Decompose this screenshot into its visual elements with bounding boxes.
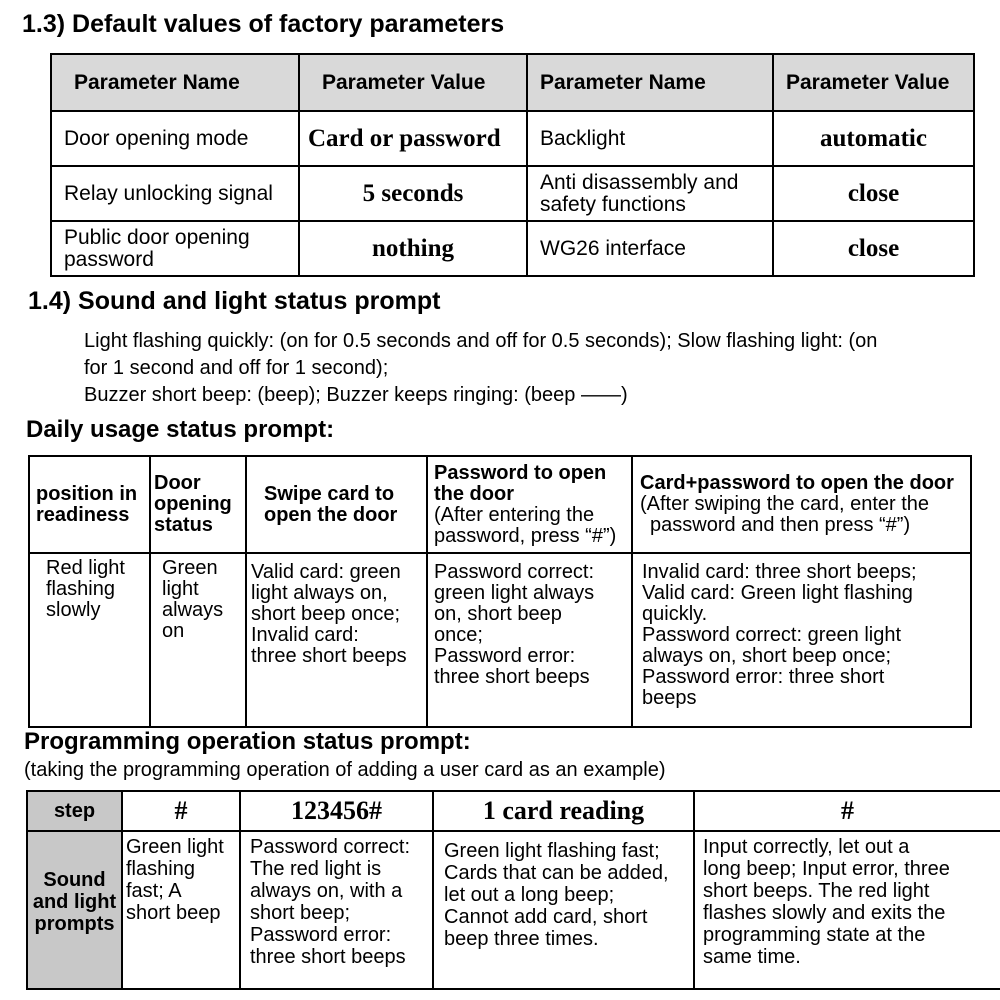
header-line: password, press “#”) xyxy=(434,524,617,547)
header-card-password xyxy=(632,456,971,553)
cell-line: fast; A xyxy=(126,880,182,902)
cell-line: Password error: xyxy=(434,645,576,667)
cell-line: quickly. xyxy=(642,603,708,625)
header-step-hash: # xyxy=(122,791,240,831)
cell-card-password xyxy=(632,553,971,727)
cell-line: The red light is xyxy=(250,858,382,880)
table-header-row xyxy=(51,54,974,111)
cell-line: Valid card: Green light flashing xyxy=(642,582,913,604)
header-password xyxy=(427,456,632,553)
sound-light-description xyxy=(84,328,984,409)
cell-line: Invalid card: xyxy=(251,624,359,646)
header-line: position in xyxy=(36,482,138,505)
daily-usage-table xyxy=(28,455,972,728)
cell-password xyxy=(427,553,632,727)
cell-step-password xyxy=(240,831,433,989)
cell-line: Red light xyxy=(46,557,125,579)
param-name-cell xyxy=(51,221,299,276)
header-line: (After entering the xyxy=(434,503,595,526)
cell-line: Password correct: xyxy=(250,836,411,858)
cell-line: beeps xyxy=(642,687,697,709)
cell-line: green light always xyxy=(434,582,595,604)
cell-step-hash-final xyxy=(694,831,1000,989)
table-row xyxy=(27,831,1000,989)
table-row xyxy=(51,221,974,276)
cell-line: long beep; Input error, three xyxy=(703,858,950,880)
cell-door-status xyxy=(150,553,246,727)
cell-swipe-card xyxy=(246,553,427,727)
cell-line: Cards that can be added, xyxy=(444,862,669,884)
param-name-line: safety functions xyxy=(540,192,686,216)
table-row xyxy=(51,166,974,221)
table-row xyxy=(51,111,974,166)
header-door-status xyxy=(150,456,246,553)
cell-line: let out a long beep; xyxy=(444,884,615,906)
description-line: Buzzer short beep: (beep); Buzzer keeps ringing: (beep ——) xyxy=(84,384,628,406)
cell-line: same time. xyxy=(703,946,801,968)
cell-line: on, short beep xyxy=(434,603,562,625)
cell-line: Valid card: green xyxy=(251,561,401,583)
header-line: opening xyxy=(154,493,232,515)
description-line: for 1 second and off for 1 second); xyxy=(84,357,389,379)
row-label-sound-light xyxy=(27,831,122,989)
param-name-cell: WG26 interface xyxy=(527,221,773,276)
header-parameter-value-1: Parameter Value xyxy=(299,54,527,111)
cell-line: Green light flashing fast; xyxy=(444,840,660,862)
cell-line: short beep once; xyxy=(251,603,400,625)
header-parameter-value-2: Parameter Value xyxy=(773,54,974,111)
header-swipe-card xyxy=(246,456,427,553)
header-step-hash-final: # xyxy=(694,791,1000,831)
param-value-cell: nothing xyxy=(299,221,527,276)
param-name-cell xyxy=(527,166,773,221)
programming-table xyxy=(26,790,1000,990)
cell-step-hash xyxy=(122,831,240,989)
cell-line: prompts xyxy=(34,913,115,935)
cell-line: short beeps. The red light xyxy=(703,880,930,902)
factory-parameters-table xyxy=(50,53,975,277)
cell-line: flashing xyxy=(126,858,195,880)
param-value-cell: 5 seconds xyxy=(299,166,527,221)
header-line: password and then press “#”) xyxy=(650,514,911,536)
cell-line: always xyxy=(162,599,224,621)
header-step-password: 123456# xyxy=(240,791,433,831)
header-line: readiness xyxy=(36,503,130,526)
header-line: the door xyxy=(434,482,514,505)
cell-line: always on, short beep once; xyxy=(642,645,892,667)
cell-line: three short beeps xyxy=(250,946,406,968)
header-line: Password to open xyxy=(434,461,607,484)
header-step: step xyxy=(27,791,122,831)
section-title-1-4: 1.4) Sound and light status prompt xyxy=(28,287,441,315)
cell-line: Password correct: green light xyxy=(642,624,902,646)
programming-title: Programming operation status prompt: xyxy=(24,728,471,755)
header-line: (After swiping the card, enter the xyxy=(640,493,930,515)
cell-line: always on, with a xyxy=(250,880,403,902)
cell-line: Password correct: xyxy=(434,561,595,583)
param-name-cell: Relay unlocking signal xyxy=(51,166,299,221)
param-name-line: Public door opening xyxy=(64,225,250,249)
cell-line: once; xyxy=(434,624,483,646)
cell-line: three short beeps xyxy=(251,645,407,667)
cell-line: slowly xyxy=(46,599,101,621)
cell-step-card-reading xyxy=(433,831,694,989)
header-step-card-reading: 1 card reading xyxy=(433,791,694,831)
param-name-cell: Door opening mode xyxy=(51,111,299,166)
section-title-1-3: 1.3) Default values of factory parameters xyxy=(22,10,505,38)
param-value-cell: Card or password xyxy=(299,111,527,166)
cell-line: Green light xyxy=(126,836,224,858)
table-row xyxy=(29,553,971,727)
header-line: Swipe card to xyxy=(264,482,395,505)
cell-line: and light xyxy=(32,891,117,913)
table-header-row xyxy=(29,456,971,553)
header-position xyxy=(29,456,150,553)
cell-line: on xyxy=(162,620,185,642)
param-name-line: password xyxy=(64,247,154,271)
cell-line: beep three times. xyxy=(444,928,599,950)
cell-line: Invalid card: three short beeps; xyxy=(642,561,917,583)
cell-line: flashes slowly and exits the xyxy=(703,902,946,924)
cell-position xyxy=(29,553,150,727)
cell-line: Input correctly, let out a xyxy=(703,836,910,858)
cell-line: short beep xyxy=(126,902,221,924)
cell-line: programming state at the xyxy=(703,924,926,946)
param-name-cell: Backlight xyxy=(527,111,773,166)
header-line: open the door xyxy=(264,503,398,526)
header-line: status xyxy=(154,514,213,536)
table-header-row xyxy=(27,791,1000,831)
header-line: Card+password to open the door xyxy=(640,472,954,494)
param-value-cell: close xyxy=(773,221,974,276)
description-line: Light flashing quickly: (on for 0.5 seconds and off for 0.5 seconds); Slow flashing light: (on xyxy=(84,330,878,352)
cell-line: three short beeps xyxy=(434,666,590,688)
cell-line: Cannot add card, short xyxy=(444,906,648,928)
cell-line: Sound xyxy=(43,869,106,891)
param-name-line: Anti disassembly and xyxy=(540,170,739,194)
cell-line: short beep; xyxy=(250,902,351,924)
cell-line: light always on, xyxy=(251,582,388,604)
param-value-cell: close xyxy=(773,166,974,221)
cell-line: Green xyxy=(162,557,218,579)
programming-subtitle: (taking the programming operation of adding a user card as an example) xyxy=(24,759,666,781)
cell-line: light xyxy=(162,578,199,600)
header-line: Door xyxy=(154,472,201,494)
header-parameter-name-2: Parameter Name xyxy=(527,54,773,111)
cell-line: Password error: xyxy=(250,924,392,946)
daily-usage-title: Daily usage status prompt: xyxy=(26,416,335,443)
param-value-cell: automatic xyxy=(773,111,974,166)
cell-line: flashing xyxy=(46,578,115,600)
cell-line: Password error: three short xyxy=(642,666,885,688)
header-parameter-name-1: Parameter Name xyxy=(51,54,299,111)
